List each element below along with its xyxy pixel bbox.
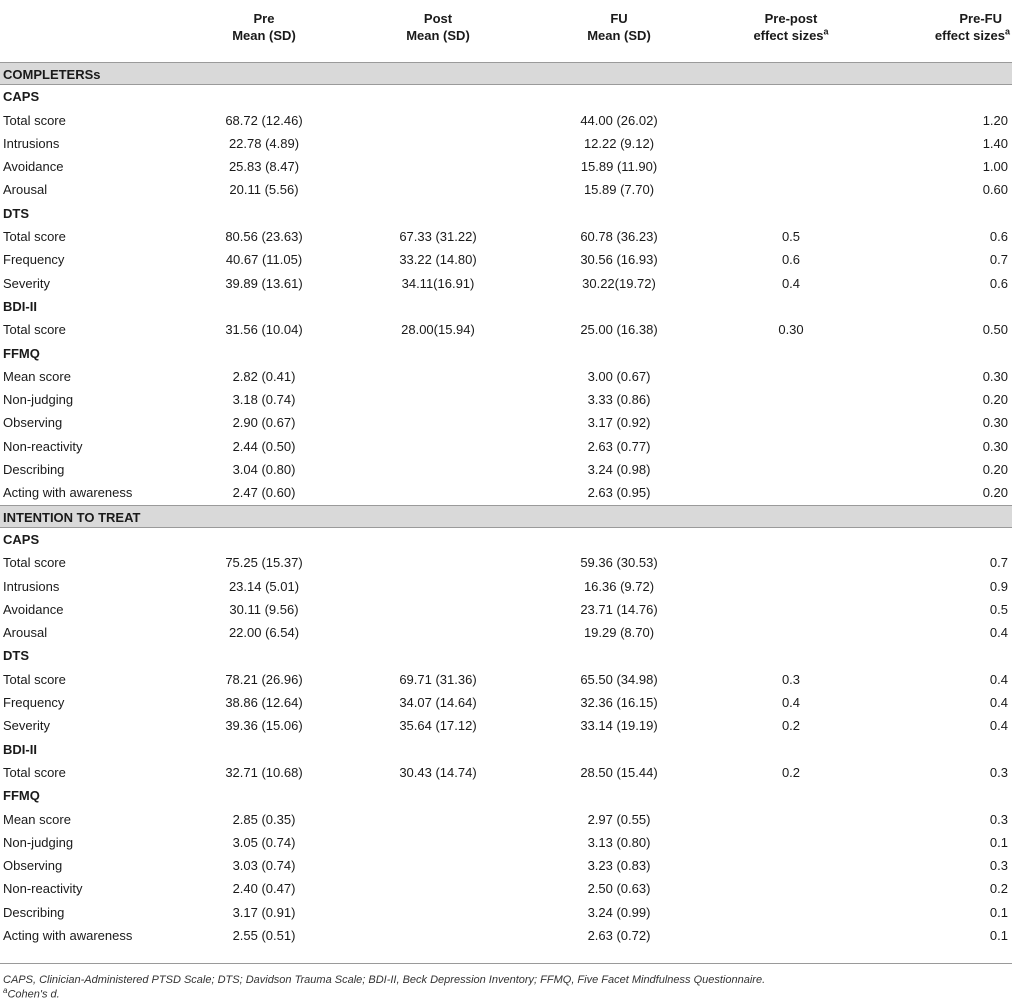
cell-pre: 20.11 (5.56) xyxy=(229,182,299,198)
cell-prefu-es: 0.4 xyxy=(989,671,1008,687)
row-label: Describing xyxy=(3,462,65,478)
group-row xyxy=(0,342,1012,365)
row-label: Severity xyxy=(3,718,50,734)
header-prefu xyxy=(896,10,1010,44)
cell-prefu-es: 0.7 xyxy=(989,555,1008,571)
cell-pre: 2.55 (0.51) xyxy=(232,927,296,943)
cell-pre: 78.21 (26.96) xyxy=(225,671,303,687)
row-label: Total score xyxy=(3,555,66,571)
row-label: Observing xyxy=(3,415,63,431)
header-post xyxy=(372,10,504,44)
cell-fu: 33.14 (19.19) xyxy=(580,718,658,734)
table-row xyxy=(0,598,1012,621)
row-label: Observing xyxy=(3,858,63,874)
cell-pre: 75.25 (15.37) xyxy=(225,555,303,571)
table-row xyxy=(0,155,1012,178)
cell-prefu-es: 1.40 xyxy=(982,135,1008,151)
cell-fu: 23.71 (14.76) xyxy=(580,601,658,617)
cell-prepost-es: 0.30 xyxy=(778,322,804,338)
cell-pre: 3.04 (0.80) xyxy=(232,462,296,478)
cell-fu: 2.97 (0.55) xyxy=(587,811,651,827)
row-label: Total score xyxy=(3,112,66,128)
cell-pre: 2.40 (0.47) xyxy=(232,881,296,897)
header-post-line2: Mean (SD) xyxy=(406,28,470,43)
table-row xyxy=(0,691,1012,714)
row-label: Total score xyxy=(3,322,66,338)
cell-fu: 3.17 (0.92) xyxy=(587,415,651,431)
header-post-line1: Post xyxy=(423,11,453,26)
cell-prepost-es: 0.4 xyxy=(781,695,801,711)
table-row xyxy=(0,272,1012,295)
cell-fu: 3.33 (0.86) xyxy=(587,392,651,408)
cell-pre: 38.86 (12.64) xyxy=(225,695,303,711)
row-label: Total score xyxy=(3,671,66,687)
cell-fu: 60.78 (36.23) xyxy=(580,229,658,245)
cell-prefu-es: 0.6 xyxy=(989,275,1008,291)
table-row xyxy=(0,178,1012,201)
table-row xyxy=(0,621,1012,644)
row-label: Acting with awareness xyxy=(3,927,133,943)
cell-post: 30.43 (14.74) xyxy=(399,764,477,780)
cell-pre: 22.78 (4.89) xyxy=(228,135,300,151)
cell-prepost-es: 0.4 xyxy=(781,275,801,291)
table-body xyxy=(0,62,1012,947)
cell-fu: 59.36 (30.53) xyxy=(580,555,658,571)
cell-pre: 3.17 (0.91) xyxy=(232,904,296,920)
table-row xyxy=(0,877,1012,900)
group-row xyxy=(0,295,1012,318)
cell-prefu-es: 0.7 xyxy=(989,252,1008,268)
cell-pre: 22.00 (6.54) xyxy=(228,625,300,641)
group-row xyxy=(0,85,1012,108)
table-row xyxy=(0,481,1012,504)
cell-prefu-es: 0.20 xyxy=(982,462,1008,478)
cell-prefu-es: 0.50 xyxy=(982,322,1008,338)
row-label: Intrusions xyxy=(3,135,60,151)
cell-prefu-es: 0.4 xyxy=(989,695,1008,711)
table-row xyxy=(0,435,1012,458)
cell-post: 33.22 (14.80) xyxy=(399,252,477,268)
table-row xyxy=(0,808,1012,831)
row-label: Frequency xyxy=(3,695,65,711)
cell-fu: 30.56 (16.93) xyxy=(580,252,658,268)
cell-prefu-es: 1.20 xyxy=(982,112,1008,128)
header-prepost-line1: Pre-post xyxy=(764,11,818,26)
table-row xyxy=(0,668,1012,691)
cell-fu: 32.36 (16.15) xyxy=(580,695,658,711)
cell-prefu-es: 0.20 xyxy=(982,392,1008,408)
table-header xyxy=(0,0,1012,62)
table-row xyxy=(0,248,1012,271)
cell-prefu-es: 0.30 xyxy=(982,438,1008,454)
cell-prefu-es: 0.30 xyxy=(982,368,1008,384)
cell-fu: 44.00 (26.02) xyxy=(580,112,658,128)
section-label: INTENTION TO TREAT xyxy=(3,509,141,525)
header-fu xyxy=(553,10,685,44)
row-label: Frequency xyxy=(3,252,65,268)
cell-pre: 2.82 (0.41) xyxy=(232,368,296,384)
table-row xyxy=(0,132,1012,155)
cell-pre: 3.05 (0.74) xyxy=(232,834,296,850)
row-label: Arousal xyxy=(3,182,48,198)
row-label: Mean score xyxy=(3,811,71,827)
cell-post: 35.64 (17.12) xyxy=(399,718,477,734)
footnote-cohen-sup: a xyxy=(3,986,8,995)
row-label: Non-reactivity xyxy=(3,881,83,897)
table-row xyxy=(0,109,1012,132)
table-row xyxy=(0,318,1012,341)
cell-prepost-es: 0.3 xyxy=(781,671,801,687)
cell-post: 67.33 (31.22) xyxy=(399,229,477,245)
table-row xyxy=(0,714,1012,737)
row-label: Total score xyxy=(3,229,66,245)
header-prefu-text: effect sizes xyxy=(934,28,1005,43)
cell-pre: 40.67 (11.05) xyxy=(225,252,303,268)
cell-post: 69.71 (31.36) xyxy=(399,671,477,687)
row-label: Avoidance xyxy=(3,601,64,617)
cell-fu: 65.50 (34.98) xyxy=(580,671,658,687)
group-row xyxy=(0,528,1012,551)
cell-prepost-es: 0.6 xyxy=(781,252,801,268)
cell-prefu-es: 0.20 xyxy=(982,485,1008,501)
cell-prepost-es: 0.5 xyxy=(781,229,801,245)
cell-pre: 2.85 (0.35) xyxy=(232,811,296,827)
cell-pre: 2.90 (0.67) xyxy=(232,415,296,431)
cell-pre: 23.14 (5.01) xyxy=(228,578,300,594)
table-row xyxy=(0,458,1012,481)
cell-prefu-es: 0.4 xyxy=(989,718,1008,734)
row-label: Severity xyxy=(3,275,50,291)
cell-fu: 19.29 (8.70) xyxy=(583,625,655,641)
cell-pre: 68.72 (12.46) xyxy=(225,112,303,128)
cell-prefu-es: 0.9 xyxy=(989,578,1008,594)
group-label: CAPS xyxy=(3,531,40,547)
cell-pre: 31.56 (10.04) xyxy=(225,322,303,338)
cell-fu: 3.24 (0.98) xyxy=(587,462,651,478)
footnote-abbreviations: CAPS, Clinician-Administered PTSD Scale; DTS; Davidson Trauma Scale; BDI-II, Beck Depression Inventory; FFMQ, Five Facet Mindfulness Questionnaire. xyxy=(3,974,766,986)
cell-fu: 30.22(19.72) xyxy=(582,275,656,291)
table-row xyxy=(0,365,1012,388)
cell-pre: 32.71 (10.68) xyxy=(225,764,303,780)
row-label: Non-judging xyxy=(3,392,74,408)
cell-prefu-es: 0.6 xyxy=(989,229,1008,245)
group-label: DTS xyxy=(3,648,29,664)
header-prefu-line1: Pre-FU xyxy=(959,11,1002,26)
cell-fu: 3.00 (0.67) xyxy=(587,368,651,384)
cell-prefu-es: 0.3 xyxy=(989,811,1008,827)
header-fu-line1: FU xyxy=(610,11,628,26)
cell-fu: 2.63 (0.72) xyxy=(587,927,651,943)
cell-prefu-es: 0.5 xyxy=(989,601,1008,617)
table-row xyxy=(0,924,1012,947)
cell-pre: 39.89 (13.61) xyxy=(225,275,303,291)
table-row xyxy=(0,854,1012,877)
table-row xyxy=(0,761,1012,784)
cell-post: 34.07 (14.64) xyxy=(399,695,477,711)
row-label: Non-judging xyxy=(3,834,74,850)
cell-fu: 2.63 (0.95) xyxy=(587,485,651,501)
group-label: BDI-II xyxy=(3,298,37,314)
cell-fu: 3.13 (0.80) xyxy=(587,834,651,850)
cell-fu: 28.50 (15.44) xyxy=(580,764,658,780)
group-label: FFMQ xyxy=(3,345,40,361)
group-label: FFMQ xyxy=(3,788,40,804)
section-row xyxy=(0,62,1012,85)
header-pre-line2: Mean (SD) xyxy=(232,28,296,43)
header-prepost-text: effect sizes xyxy=(753,28,824,43)
group-label: BDI-II xyxy=(3,741,37,757)
cell-post: 34.11(16.91) xyxy=(401,275,475,291)
cell-fu: 15.89 (11.90) xyxy=(580,159,658,175)
cell-prefu-es: 0.2 xyxy=(989,881,1008,897)
cell-prefu-es: 0.1 xyxy=(989,927,1008,943)
cell-pre: 2.47 (0.60) xyxy=(232,485,296,501)
group-label: CAPS xyxy=(3,89,40,105)
cell-pre: 39.36 (15.06) xyxy=(225,718,303,734)
header-prepost-line2 xyxy=(720,27,862,44)
cell-fu: 3.24 (0.99) xyxy=(587,904,651,920)
table-row xyxy=(0,225,1012,248)
footer-rule xyxy=(0,963,1012,964)
group-row xyxy=(0,644,1012,667)
table-row xyxy=(0,831,1012,854)
row-label: Total score xyxy=(3,764,66,780)
header-pre-line1: Pre xyxy=(253,11,275,26)
section-row xyxy=(0,505,1012,528)
header-prefu-line2 xyxy=(896,27,1010,44)
header-pre xyxy=(198,10,330,44)
cell-prepost-es: 0.2 xyxy=(781,764,801,780)
footnote-cohen-text: Cohen's d. xyxy=(7,988,60,1001)
cell-fu: 3.23 (0.83) xyxy=(587,858,651,874)
cell-pre: 80.56 (23.63) xyxy=(225,229,303,245)
table-row xyxy=(0,551,1012,574)
group-row xyxy=(0,784,1012,807)
section-label: COMPLETERSs xyxy=(3,67,101,82)
row-label: Mean score xyxy=(3,368,71,384)
cell-prefu-es: 0.1 xyxy=(989,904,1008,920)
cell-fu: 2.50 (0.63) xyxy=(587,881,651,897)
table-row xyxy=(0,575,1012,598)
cell-prefu-es: 0.60 xyxy=(982,182,1008,198)
footnote-cohen xyxy=(3,986,60,1001)
row-label: Acting with awareness xyxy=(3,485,133,501)
cell-prefu-es: 0.30 xyxy=(982,415,1008,431)
group-row xyxy=(0,738,1012,761)
cell-pre: 3.18 (0.74) xyxy=(232,392,296,408)
cell-fu: 15.89 (7.70) xyxy=(583,182,655,198)
cell-fu: 16.36 (9.72) xyxy=(583,578,655,594)
cell-prefu-es: 0.3 xyxy=(989,858,1008,874)
table-row xyxy=(0,388,1012,411)
group-label: DTS xyxy=(3,205,29,221)
row-label: Avoidance xyxy=(3,159,64,175)
cell-pre: 30.11 (9.56) xyxy=(229,601,299,617)
cell-pre: 2.44 (0.50) xyxy=(232,438,296,454)
cell-post: 28.00(15.94) xyxy=(401,322,475,338)
table-row xyxy=(0,411,1012,434)
cell-fu: 25.00 (16.38) xyxy=(580,322,658,338)
header-prefu-sup: a xyxy=(1004,26,1010,37)
cell-pre: 3.03 (0.74) xyxy=(232,858,296,874)
group-row xyxy=(0,202,1012,225)
cell-fu: 2.63 (0.77) xyxy=(587,438,651,454)
row-label: Describing xyxy=(3,904,65,920)
cell-prefu-es: 0.1 xyxy=(989,834,1008,850)
row-label: Arousal xyxy=(3,625,48,641)
cell-fu: 12.22 (9.12) xyxy=(583,135,655,151)
cell-prefu-es: 1.00 xyxy=(982,159,1008,175)
header-prepost-sup: a xyxy=(823,26,829,37)
header-prepost xyxy=(720,10,862,44)
row-label: Intrusions xyxy=(3,578,60,594)
cell-prefu-es: 0.3 xyxy=(989,764,1008,780)
cell-pre: 25.83 (8.47) xyxy=(228,159,300,175)
header-fu-line2: Mean (SD) xyxy=(587,28,651,43)
cell-prefu-es: 0.4 xyxy=(989,625,1008,641)
row-label: Non-reactivity xyxy=(3,438,83,454)
cell-prepost-es: 0.2 xyxy=(781,718,801,734)
table-row xyxy=(0,901,1012,924)
